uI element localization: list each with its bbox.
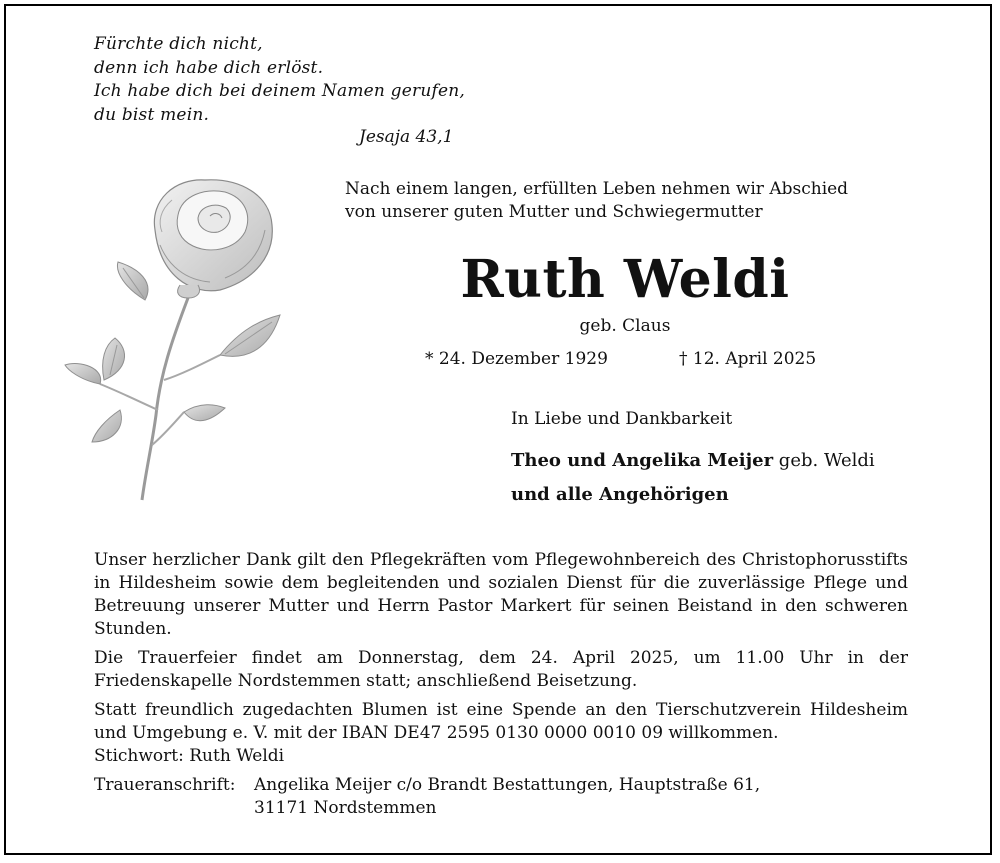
mourner-names: Theo und Angelika Meijer bbox=[511, 450, 774, 471]
donation-paragraph: Statt freundlich zugedachten Blumen ist eine Spende an den Tierschutzverein Hildesheim und Umgebung e. V. mit der IBAN DE47 2595 0130 0000 0010 09 willkommen. bbox=[94, 700, 908, 743]
mourning-address bbox=[94, 774, 908, 820]
verse-line: Ich habe dich bei deinem Namen gerufen, bbox=[94, 81, 465, 101]
mourners-block bbox=[511, 444, 875, 512]
maiden-name: geb. Claus bbox=[579, 316, 671, 336]
intro-line: von unserer guten Mutter und Schwiegermutter bbox=[345, 202, 763, 222]
verse-line: du bist mein. bbox=[94, 104, 210, 125]
notice-body bbox=[94, 549, 908, 820]
keyword-line: Stichwort: Ruth Weldi bbox=[94, 746, 285, 766]
verse-reference: Jesaja 43,1 bbox=[359, 127, 454, 147]
intro-line: Nach einem langen, erfüllten Leben nehmen wir Abschied bbox=[345, 179, 849, 199]
funeral-paragraph: Die Trauerfeier findet am Donnerstag, dem 24. April 2025, um 11.00 Uhr in der Friedenskapelle Nordstemmen statt; anschließend Beisetzung. bbox=[94, 648, 908, 691]
thanks-paragraph: Unser herzlicher Dank gilt den Pflegekräften vom Pflegewohnbereich des Christophorusstifts in Hildesheim sowie dem begleitenden und sozialen Dienst für die zuverlässige Pflege und Betreuung unserer Mutter und Herrn Pastor Markert für seinen Beistand in den schweren Stunden. bbox=[94, 550, 908, 639]
intro-text bbox=[345, 178, 848, 224]
rose-drawing-icon bbox=[60, 170, 320, 505]
death-date: † 12. April 2025 bbox=[679, 349, 817, 369]
bible-verse bbox=[94, 33, 465, 127]
address-line: Angelika Meijer c/o Brandt Bestattungen, Hauptstraße 61, bbox=[254, 775, 761, 795]
relatives-line: und alle Angehörigen bbox=[511, 484, 729, 505]
love-gratitude-line: In Liebe und Dankbarkeit bbox=[511, 409, 733, 429]
mourner-maiden: geb. Weldi bbox=[773, 450, 875, 471]
address-line: 31171 Nordstemmen bbox=[254, 798, 437, 818]
address-label: Traueranschrift: bbox=[94, 775, 236, 795]
verse-line: Fürchte dich nicht, bbox=[94, 34, 263, 54]
verse-line: denn ich habe dich erlöst. bbox=[94, 57, 324, 78]
deceased-name: Ruth Weldi bbox=[460, 249, 790, 310]
birth-date: * 24. Dezember 1929 bbox=[425, 349, 608, 369]
